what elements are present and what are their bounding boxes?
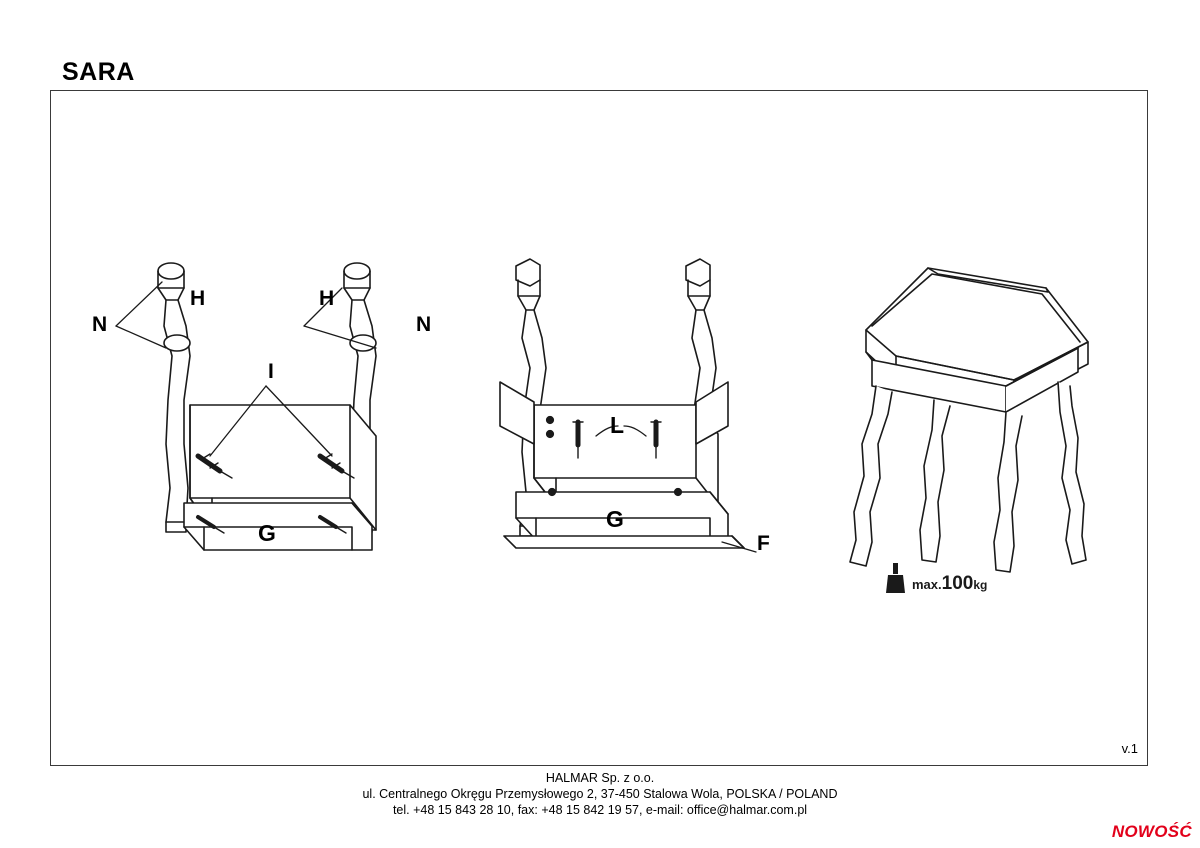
label-G: G: [258, 520, 276, 546]
seat-frame: [534, 405, 718, 506]
legs: [850, 382, 1086, 572]
assembly-step-1: [80, 230, 460, 590]
max-load-prefix: max.: [912, 577, 942, 592]
label-G: G: [606, 506, 624, 532]
side-bracket-left: [500, 382, 534, 444]
document-version: v.1: [1121, 741, 1138, 756]
foot-glide: [504, 536, 744, 548]
label-H-right: H: [319, 287, 335, 310]
max-load-text: [912, 573, 987, 596]
footer: [0, 770, 1200, 818]
leg-left: [158, 263, 190, 532]
nowosc-badge: NOWOŚĆ: [1111, 822, 1192, 841]
label-N-left: N: [92, 313, 108, 336]
label-I: I: [268, 360, 274, 383]
footer-address: ul. Centralnego Okręgu Przemysłowego 2, 37-450 Stalowa Wola, POLSKA / POLAND: [362, 787, 838, 801]
weight-icon: [885, 562, 907, 596]
page-title: SARA: [62, 58, 135, 86]
max-load-indicator: [885, 562, 987, 596]
max-load-value: 100: [941, 573, 974, 594]
footer-company: HALMAR Sp. z o.o.: [545, 771, 655, 785]
label-F: F: [757, 532, 770, 555]
label-L: L: [610, 412, 625, 438]
max-load-unit: kg: [973, 578, 988, 592]
side-bracket-right: [696, 382, 728, 444]
footer-contact: tel. +48 15 843 28 10, fax: +48 15 842 19 57, e-mail: office@halmar.com.pl: [392, 803, 808, 817]
assembly-step-3-finished-stool: [810, 230, 1140, 610]
label-H-left: H: [190, 287, 206, 310]
assembly-step-2: [460, 230, 800, 590]
label-N-right: N: [416, 313, 432, 336]
